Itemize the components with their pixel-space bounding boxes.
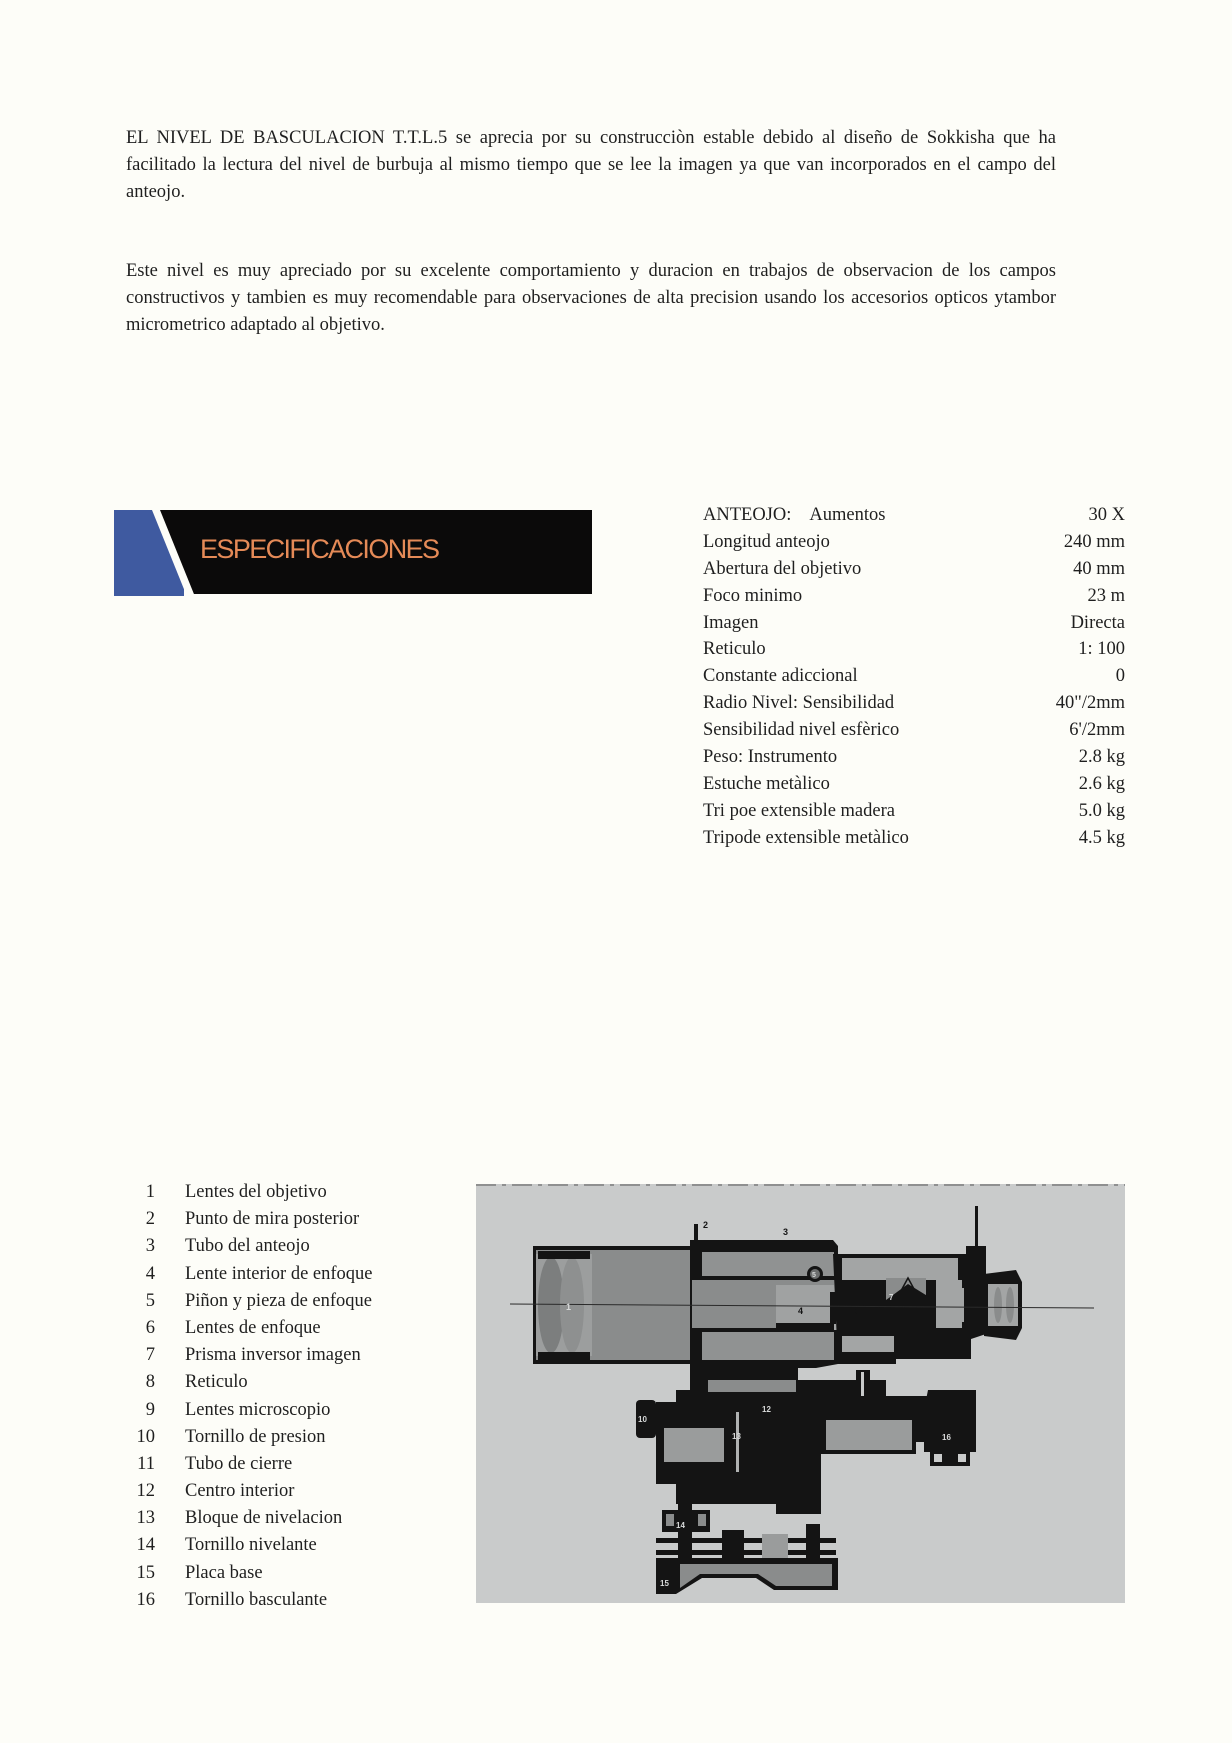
diagram-label-10: 10 [638, 1415, 647, 1424]
diagram-label-15: 15 [660, 1579, 669, 1588]
part-list-item [120, 1532, 372, 1559]
spec-label: Estuche metàlico [703, 773, 830, 794]
part-number: 2 [145, 1209, 155, 1230]
spec-value: 40"/2mm [1055, 693, 1125, 714]
diagram-label-12: 12 [762, 1405, 771, 1414]
specifications-table [703, 502, 1125, 852]
spec-label: Foco minimo [703, 585, 803, 606]
spec-row [703, 636, 1125, 663]
spec-row [703, 556, 1125, 583]
spec-label [703, 502, 885, 529]
part-list-item [120, 1505, 372, 1532]
spec-row [703, 663, 1125, 690]
part-number: 7 [145, 1345, 155, 1366]
part-number: 13 [136, 1508, 155, 1529]
part-list-item [120, 1261, 372, 1288]
part-number: 14 [136, 1535, 155, 1556]
spec-label: Tri poe extensible madera [703, 800, 895, 821]
part-number: 3 [145, 1236, 155, 1257]
spec-row [703, 744, 1125, 771]
part-number: 8 [145, 1372, 155, 1393]
part-number: 15 [136, 1562, 155, 1583]
spec-label: Abertura del objetivo [703, 558, 862, 579]
intro-paragraph-2: Este nivel es muy apreciado por su excelente comportamiento y duracion en trabajos de observacion de los campos constructivos y tambien es muy recomendable para observaciones de alta precision usando los accesorios opticos ytambor micrometrico adaptado al objetivo. [126, 261, 1056, 335]
part-list-item [120, 1342, 372, 1369]
level-cross-section-diagram [476, 1184, 1125, 1603]
spec-row [703, 583, 1125, 610]
spec-group: ANTEOJO: [703, 505, 792, 525]
banner-title: ESPECIFICACIONES [200, 534, 439, 564]
spec-value: 2.6 kg [1078, 773, 1125, 794]
part-number: 12 [136, 1481, 155, 1502]
spec-row [703, 690, 1125, 717]
spec-value: 6'/2mm [1069, 720, 1125, 741]
part-name: Reticulo [185, 1372, 248, 1393]
part-list-item [120, 1587, 372, 1614]
spec-value: 1: 100 [1078, 639, 1125, 660]
part-number: 16 [136, 1589, 155, 1610]
part-list-item [120, 1478, 372, 1505]
diagram-svg [476, 1184, 1125, 1603]
spec-value: Directa [1070, 612, 1125, 633]
diagram-label-4: 4 [798, 1306, 804, 1316]
part-list-item [120, 1397, 372, 1424]
diagram-label-3: 3 [783, 1227, 789, 1237]
part-number: 1 [145, 1182, 155, 1202]
part-name: Tornillo nivelante [185, 1535, 317, 1556]
specifications-banner [114, 510, 592, 596]
part-name: Tornillo de presion [185, 1426, 326, 1447]
part-name: Lentes de enfoque [185, 1317, 321, 1338]
spec-row [703, 771, 1125, 798]
part-name: Tornillo basculante [185, 1589, 328, 1610]
spec-value: 40 mm [1073, 558, 1125, 579]
diagram-label-6: 6 [855, 1306, 861, 1316]
part-number: 10 [136, 1426, 155, 1447]
part-number: 11 [137, 1453, 155, 1474]
part-name: Lentes del objetivo [185, 1182, 327, 1202]
spec-row [703, 502, 1125, 529]
part-name: Lente interior de enfoque [185, 1263, 373, 1284]
part-list-item [120, 1206, 372, 1233]
diagram-label-7: 7 [889, 1293, 894, 1302]
part-list-item [120, 1315, 372, 1342]
parts-list [120, 1179, 372, 1614]
part-number: 9 [145, 1399, 155, 1420]
part-list-item [120, 1451, 372, 1478]
spec-row [703, 529, 1125, 556]
part-name: Placa base [185, 1562, 263, 1583]
spec-label-text: Aumentos [809, 505, 886, 525]
spec-value: 240 mm [1063, 531, 1125, 552]
spec-row [703, 798, 1125, 825]
spec-label: Constante adiccional [703, 666, 858, 687]
spec-value: 30 X [1088, 505, 1125, 525]
part-name: Lentes microscopio [185, 1399, 331, 1420]
spec-row [703, 610, 1125, 637]
part-name: Centro interior [185, 1481, 295, 1502]
spec-row [703, 717, 1125, 744]
part-list-item [120, 1288, 372, 1315]
spec-value: 2.8 kg [1078, 747, 1125, 768]
intro-paragraph-1: EL NIVEL DE BASCULACION T.T.L.5 se aprecia por su construcciòn estable debido al diseño de Sokkisha que ha facilitado la lectura del nivel de burbuja al mismo tiempo que se lee la imagen ya que van incorporados en el campo del anteojo. [126, 128, 1056, 202]
part-name: Tubo del anteojo [185, 1236, 310, 1257]
spec-label: Tripode extensible metàlico [703, 827, 909, 848]
part-name: Prisma inversor imagen [185, 1345, 361, 1366]
part-number: 4 [145, 1263, 155, 1284]
spec-label: Longitud anteojo [703, 531, 830, 552]
part-name: Piñon y pieza de enfoque [185, 1290, 372, 1311]
diagram-label-13: 13 [732, 1432, 741, 1441]
part-list-item [120, 1369, 372, 1396]
diagram-label-2: 2 [703, 1220, 709, 1230]
diagram-label-14: 14 [676, 1521, 685, 1530]
part-list-item [120, 1424, 372, 1451]
part-number: 6 [145, 1317, 155, 1338]
part-number: 5 [145, 1290, 155, 1311]
spec-label: Radio Nivel: Sensibilidad [703, 693, 895, 714]
spec-label: Peso: Instrumento [703, 747, 838, 768]
spec-label: Reticulo [703, 639, 766, 660]
diagram-label-16: 16 [942, 1433, 951, 1442]
part-name: Tubo de cierre [185, 1453, 293, 1474]
part-list-item [120, 1233, 372, 1260]
part-list-item [120, 1560, 372, 1587]
spec-label: Imagen [703, 612, 759, 633]
spec-value: 4.5 kg [1078, 827, 1125, 848]
part-list-item [120, 1179, 372, 1206]
diagram-label-1: 1 [566, 1302, 572, 1312]
part-name: Punto de mira posterior [185, 1209, 360, 1230]
spec-value: 5.0 kg [1078, 800, 1125, 821]
spec-value: 23 m [1087, 585, 1125, 606]
spec-value: 0 [1115, 666, 1125, 687]
part-name: Bloque de nivelacion [185, 1508, 343, 1529]
diagram-label-5: 5 [812, 1272, 816, 1279]
spec-label: Sensibilidad nivel esfèrico [703, 720, 900, 741]
spec-row [703, 825, 1125, 852]
